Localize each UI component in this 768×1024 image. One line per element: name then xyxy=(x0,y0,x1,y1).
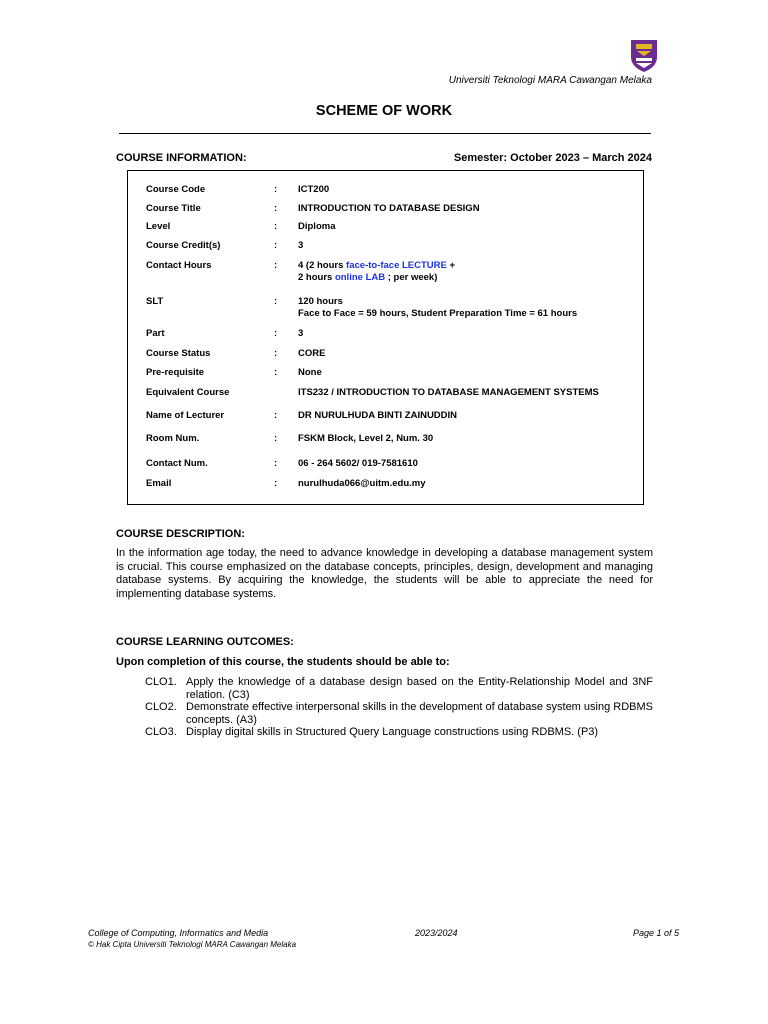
info-label: Contact Hours xyxy=(146,260,212,271)
info-colon: : xyxy=(274,240,278,251)
clo-code: CLO3. xyxy=(145,726,177,738)
info-value: ICT200 xyxy=(298,184,330,195)
contact-hours-part: + xyxy=(446,260,456,271)
info-colon: : xyxy=(274,433,278,444)
info-label: Course Code xyxy=(146,184,206,195)
info-colon: : xyxy=(274,410,278,421)
info-value: None xyxy=(298,367,322,378)
info-value: 06 - 264 5602/ 019-7581610 xyxy=(298,458,418,469)
contact-hours-lab: online LAB xyxy=(334,272,386,283)
info-label: Name of Lecturer xyxy=(146,410,225,421)
info-value: CORE xyxy=(298,348,326,359)
info-colon: : xyxy=(274,203,278,214)
info-value: INTRODUCTION TO DATABASE DESIGN xyxy=(298,203,480,214)
info-colon: : xyxy=(274,478,278,489)
info-label: Course Status xyxy=(146,348,211,359)
learning-outcomes-heading: COURSE LEARNING OUTCOMES: xyxy=(116,636,294,648)
footer-copyright: © Hak Cipta Universiti Teknologi MARA Cawangan Melaka xyxy=(88,940,297,949)
info-label: Room Num. xyxy=(146,433,200,444)
info-value: FSKM Block, Level 2, Num. 30 xyxy=(298,433,434,444)
info-value: DR NURULHUDA BINTI ZAINUDDIN xyxy=(298,410,458,421)
slt-hours: 120 hours xyxy=(298,296,343,307)
course-description-heading: COURSE DESCRIPTION: xyxy=(116,528,245,540)
info-label: Contact Num. xyxy=(146,458,208,469)
info-colon: : xyxy=(274,367,278,378)
course-description-text: In the information age today, the need to advance knowledge in developing a database management system is crucial. This course emphasized on the database concepts, principles, design, development and managing database systems. By acquiring the knowledge, the students will be able to appreciate the need for implementing database systems. xyxy=(116,547,653,600)
title-divider xyxy=(119,133,651,134)
contact-hours-lecture: face-to-face LECTURE xyxy=(346,260,447,271)
info-label: Email xyxy=(146,478,172,489)
clo-text: Apply the knowledge of a database design based on the Entity-Relationship Model and 3NF relation. (C3) xyxy=(186,676,653,701)
info-colon: : xyxy=(274,260,278,271)
course-information-heading: COURSE INFORMATION: xyxy=(116,152,247,164)
document-title: SCHEME OF WORK xyxy=(315,103,453,119)
footer-year: 2023/2024 xyxy=(415,928,458,938)
info-colon: : xyxy=(274,296,278,307)
slt-breakdown: Face to Face = 59 hours, Student Preparation Time = 61 hours xyxy=(298,308,578,319)
info-value: 3 xyxy=(298,240,304,251)
semester-label: Semester: October 2023 – March 2024 xyxy=(453,152,652,164)
clo-code: CLO2. xyxy=(145,701,177,713)
contact-hours-part: ; per week) xyxy=(385,272,438,283)
uitm-logo-icon xyxy=(628,37,660,73)
info-colon: : xyxy=(274,458,278,469)
info-value: 3 xyxy=(298,328,304,339)
clo-text: Demonstrate effective interpersonal skills in the development of database system using RDBMS concepts. (A3) xyxy=(186,701,653,726)
info-label: Equivalent Course xyxy=(146,387,230,398)
info-label: SLT xyxy=(146,296,164,307)
footer-page-number: Page 1 of 5 xyxy=(633,928,680,938)
clo-code: CLO1. xyxy=(145,676,177,688)
learning-outcomes-intro: Upon completion of this course, the students should be able to: xyxy=(116,656,450,668)
footer-college: College of Computing, Informatics and Media xyxy=(88,928,269,938)
info-value xyxy=(298,296,577,320)
info-label: Part xyxy=(146,328,165,339)
list-item xyxy=(145,726,653,739)
email-value: nurulhuda066@uitm.edu.my xyxy=(298,478,426,489)
info-label: Course Credit(s) xyxy=(146,240,221,251)
info-value xyxy=(298,260,455,284)
list-item xyxy=(145,701,653,726)
learning-outcomes-list xyxy=(145,676,653,739)
info-label: Level xyxy=(146,221,171,232)
info-label: Course Title xyxy=(146,203,201,214)
course-info-table xyxy=(127,170,644,505)
list-item xyxy=(145,676,653,701)
clo-text: Display digital skills in Structured Query Language constructions using RDBMS. (P3) xyxy=(186,726,599,738)
contact-hours-part: 2 hours xyxy=(298,272,335,283)
info-value: Diploma xyxy=(298,221,336,232)
info-colon: : xyxy=(274,348,278,359)
info-colon: : xyxy=(274,328,278,339)
contact-hours-part: 4 (2 hours xyxy=(298,260,347,271)
info-colon: : xyxy=(274,184,278,195)
info-value: ITS232 / INTRODUCTION TO DATABASE MANAGEMENT SYSTEMS xyxy=(298,387,599,398)
institution-name: Universiti Teknologi MARA Cawangan Melaka xyxy=(448,75,652,86)
info-colon: : xyxy=(274,221,278,232)
info-label: Pre-requisite xyxy=(146,367,205,378)
